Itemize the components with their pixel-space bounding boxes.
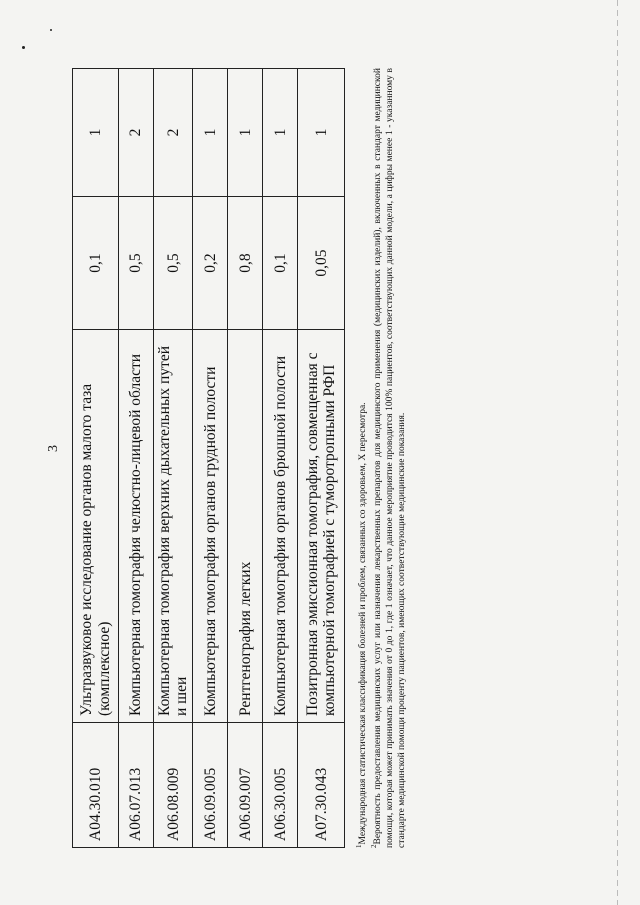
footnote-2 [370, 68, 409, 848]
service-code: A06.08.009 [154, 723, 193, 848]
service-code: A06.09.007 [228, 723, 263, 848]
multiplicity-value: 1 [298, 69, 345, 197]
probability-value: 0,5 [154, 197, 193, 330]
multiplicity-value: 1 [193, 69, 228, 197]
footnote-marker: 2 [369, 844, 378, 848]
table-row [228, 69, 263, 848]
service-name: Рентгенография легких [228, 330, 263, 723]
footnote-text: Международная статистическая классификация болезней и проблем, связанных со здоровьем, X пересмотра. [358, 402, 369, 845]
service-name: Ультразвуковое исследование органов малого таза (комплексное) [73, 330, 119, 723]
footnote-marker: 1 [355, 844, 364, 848]
procedures-table [72, 68, 345, 848]
probability-value: 0,1 [263, 197, 298, 330]
service-code: A04.30.010 [73, 723, 119, 848]
service-code: A06.30.005 [263, 723, 298, 848]
multiplicity-value: 1 [73, 69, 119, 197]
service-code: A06.09.005 [193, 723, 228, 848]
probability-value: 0,5 [119, 197, 154, 330]
table-row [193, 69, 228, 848]
multiplicity-value: 1 [263, 69, 298, 197]
service-name: Компьютерная томография органов грудной полости [193, 330, 228, 723]
table-row [73, 69, 119, 848]
service-name: Компьютерная томография органов брюшной полости [263, 330, 298, 723]
scan-speck [50, 29, 52, 31]
multiplicity-value: 2 [154, 69, 193, 197]
rotated-page-content [72, 18, 632, 848]
scan-speck [22, 46, 25, 49]
table-row [154, 69, 193, 848]
probability-value: 0,05 [298, 197, 345, 330]
service-code: A06.07.013 [119, 723, 154, 848]
multiplicity-value: 1 [228, 69, 263, 197]
probability-value: 0,2 [193, 197, 228, 330]
footnote-text: Вероятность предоставления медицинских услуг или назначения лекарственных препаратов для медицинского применения (медицинских изделий), включенных в стандарт медицинской помощи, которая может принимать значения от 0 до 1, где 1 означает, что данное мероприятие проводится 100% пациентов, соответствующих данной модели, а цифры менее 1 - указанному в стандарте медицинской помощи проценту пациентов, имеющих соответствующие медицинские показания. [372, 68, 408, 848]
table-row [298, 69, 345, 848]
footnote-1 [355, 68, 370, 848]
table-row [263, 69, 298, 848]
service-code: A07.30.043 [298, 723, 345, 848]
footnotes [355, 68, 409, 848]
probability-value: 0,1 [73, 197, 119, 330]
probability-value: 0,8 [228, 197, 263, 330]
table-row [119, 69, 154, 848]
multiplicity-value: 2 [119, 69, 154, 197]
page-number: 3 [46, 445, 61, 452]
service-name: Позитронная эмиссионная томография, совмещенная с компьютерной томографией с туморотропными РФП [298, 330, 345, 723]
service-name: Компьютерная томография челюстно-лицевой области [119, 330, 154, 723]
service-name: Компьютерная томография верхних дыхательных путей и шеи [154, 330, 193, 723]
